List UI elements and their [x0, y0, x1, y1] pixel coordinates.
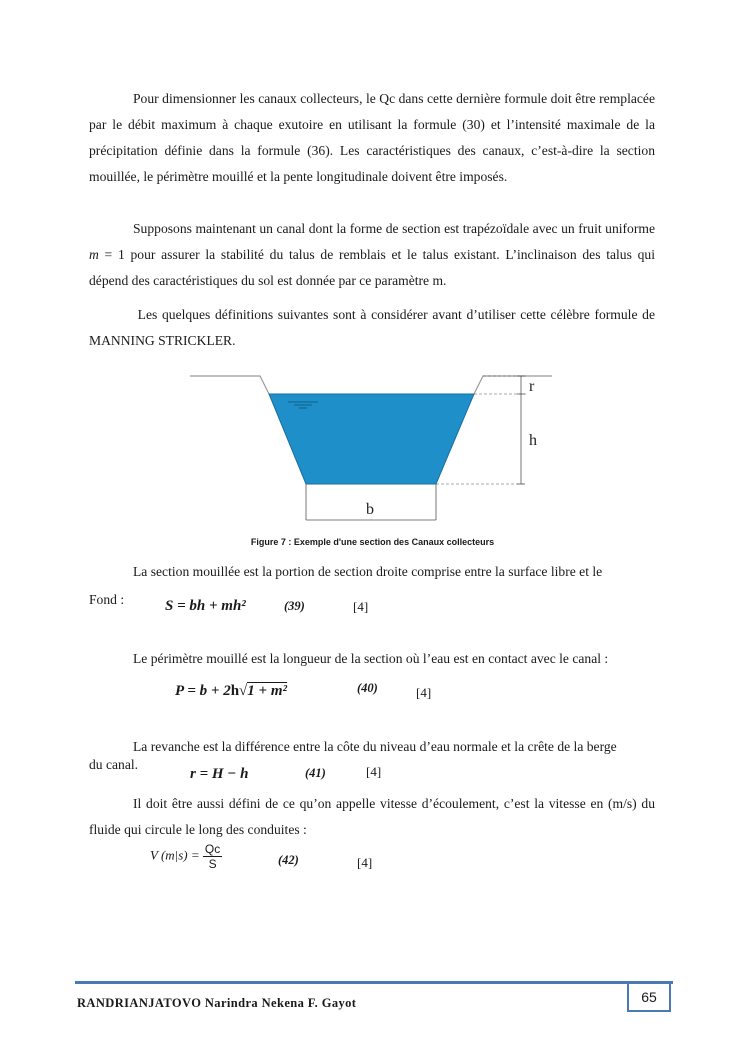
sqrt-icon: √ — [239, 683, 248, 699]
paragraph-vitesse — [89, 791, 655, 843]
paragraph-perimetre-text: Le périmètre mouillé est la longueur de la section où l’eau est en contact avec le canal : — [133, 651, 609, 666]
equation-42-number: (42) — [278, 853, 299, 867]
label-b: b — [366, 501, 374, 518]
figure-caption: Figure 7 : Exemple d'une section des Canaux collecteurs — [250, 537, 495, 547]
du-canal-label: du canal. — [89, 757, 139, 772]
equation-42-ref: [4] — [357, 855, 373, 870]
equation-40-h: h — [230, 683, 240, 699]
equation-39-ref: [4] — [353, 599, 369, 614]
equation-42-left: V (m|s) = — [150, 847, 203, 863]
page-number: 65 — [627, 982, 671, 1012]
paragraph-canaux-text: Pour dimensionner les canaux collecteurs, le Qc dans cette dernière formule doit être remplacée par le débit maximum à chaque exutoire en utilisant la formule (30) et l’intensité maximale de la précipitation définie dans la formule (36). Les caractéristiques des canaux, c’est-à-dire la section mouillée, le périmètre mouillé et la pente longitudinale doivent être imposés. — [89, 91, 655, 184]
fond-label: Fond : — [89, 592, 125, 607]
paragraph-section-mouillee — [89, 559, 655, 585]
paragraph-trapeze — [89, 216, 655, 294]
equation-41-number: (41) — [305, 766, 326, 780]
equation-42-denominator: S — [208, 857, 217, 871]
paragraph-definitions-text: Les quelques définitions suivantes sont à considérer avant d’utiliser cette célèbre formule de MANNING STRICKLER. — [89, 307, 655, 348]
equation-39-number: (39) — [284, 599, 305, 613]
equation-40-left: P = b + 2 — [175, 683, 231, 699]
paragraph-revanche-text: La revanche est la différence entre la côte du niveau d’eau normale et la crête de la berge — [133, 739, 617, 754]
equation-41-ref: [4] — [366, 764, 382, 779]
paragraph-vitesse-text: Il doit être aussi défini de ce qu’on appelle vitesse d’écoulement, c’est la vitesse en (m/s) du fluide qui circule le long des conduites : — [89, 796, 655, 837]
label-r: r — [529, 378, 535, 395]
equation-42-numerator: Qc — [204, 842, 221, 856]
equation-39: S = bh + mh² — [165, 598, 246, 614]
canal-section-figure — [190, 372, 560, 530]
paragraph-revanche — [89, 734, 655, 760]
footer-author: RANDRIANJATOVO Narindra Nekena F. Gayot — [77, 996, 357, 1010]
paragraph-definitions — [89, 302, 655, 354]
equation-41: r = H − h — [190, 766, 249, 782]
paragraph-trapeze-text-a: Supposons maintenant un canal dont la forme de section est trapézoïdale avec un fruit uniforme — [133, 221, 655, 236]
equation-40-ref: [4] — [416, 685, 432, 700]
equation-40-radicand: 1 + m² — [247, 683, 287, 699]
variable-m: m — [89, 247, 99, 262]
equation-42-fraction — [203, 842, 222, 871]
equation-42 — [150, 842, 222, 871]
equation-40-number: (40) — [357, 681, 378, 695]
paragraph-canaux — [89, 86, 655, 190]
paragraph-section-mouillee-text: La section mouillée est la portion de section droite comprise entre la surface libre et le — [133, 564, 603, 579]
footer-rule — [75, 981, 673, 984]
paragraph-trapeze-text-b: = 1 pour assurer la stabilité du talus de remblais et le talus existant. L’inclinaison des talus qui dépend des caractéristiques du sol est donnée par ce paramètre m. — [89, 247, 655, 288]
equation-40 — [175, 683, 287, 700]
paragraph-perimetre — [89, 646, 655, 672]
label-h: h — [529, 432, 537, 449]
